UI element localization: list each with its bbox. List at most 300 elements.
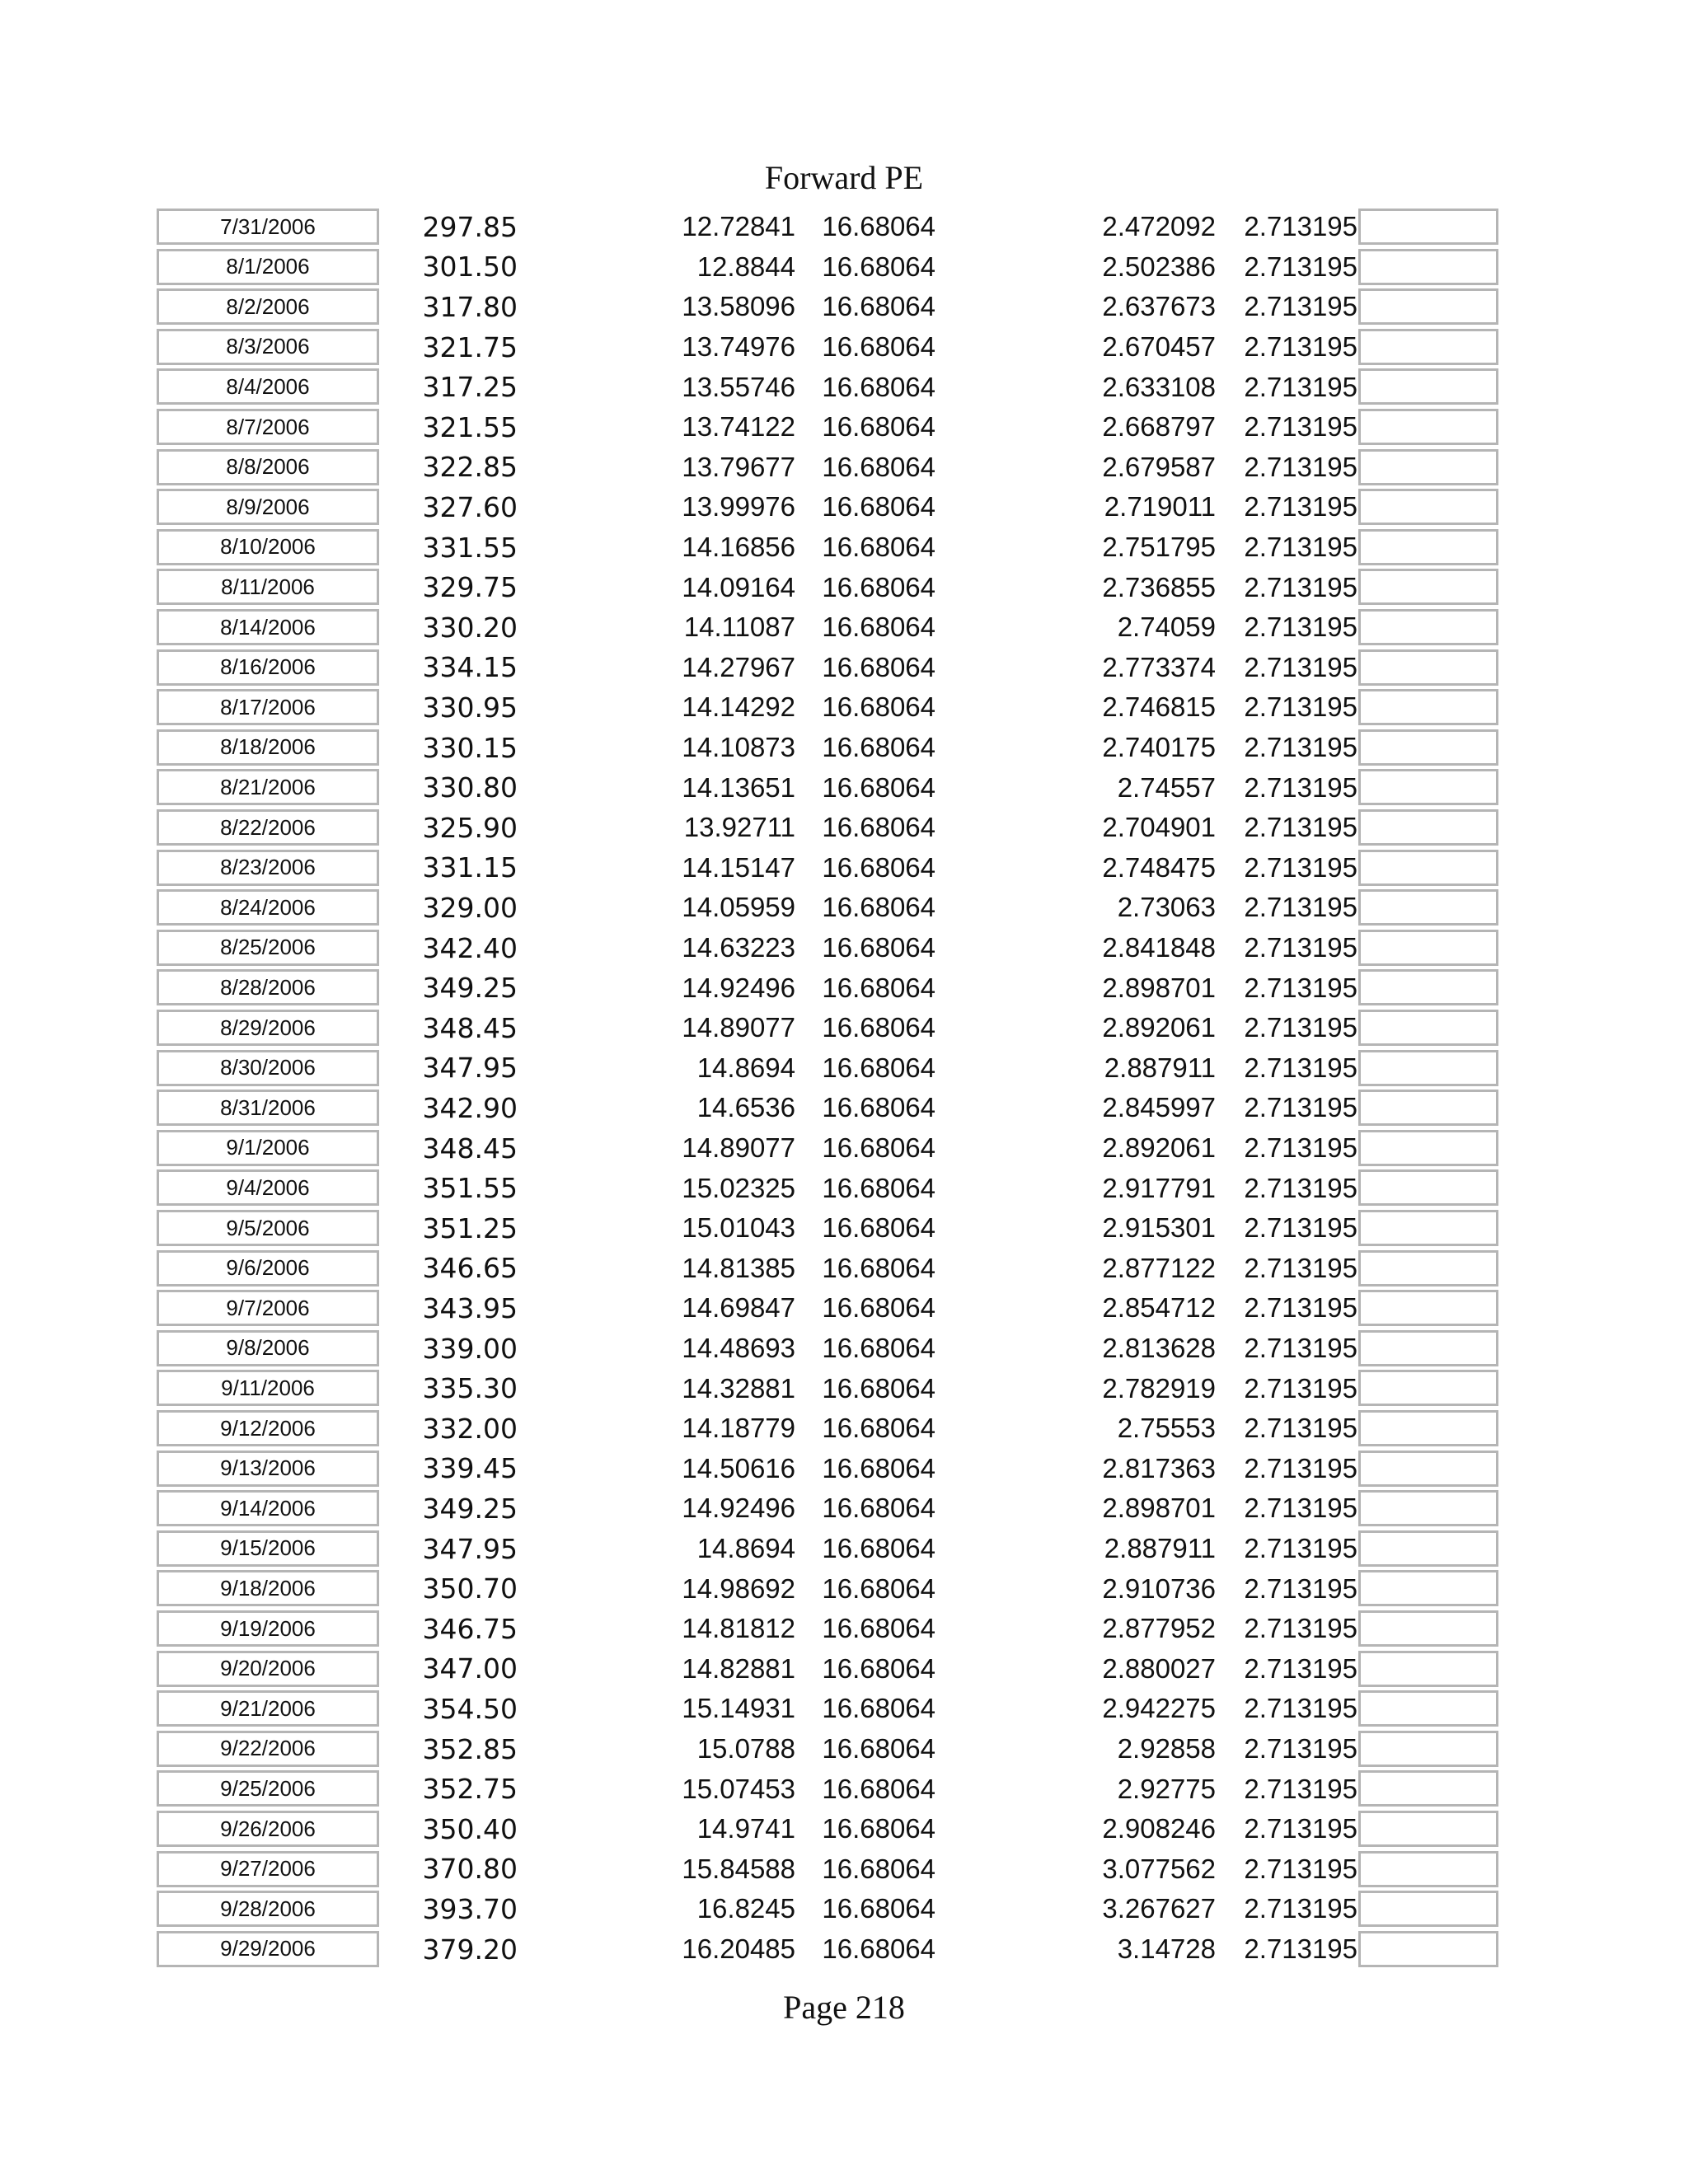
price-cell: 297.85 bbox=[422, 210, 518, 243]
price-cell: 327.60 bbox=[422, 490, 518, 523]
empty-cell bbox=[1358, 1330, 1498, 1366]
average-ratio-cell: 2.713195 bbox=[1244, 451, 1357, 482]
average-ratio-cell: 2.713195 bbox=[1244, 1012, 1357, 1043]
price-cell: 349.25 bbox=[422, 1492, 518, 1525]
average-ratio-cell: 2.713195 bbox=[1244, 1773, 1357, 1804]
empty-cell bbox=[1358, 1731, 1498, 1767]
average-ratio-cell: 2.713195 bbox=[1244, 251, 1357, 282]
table-row bbox=[0, 1368, 1688, 1408]
date-cell: 9/8/2006 bbox=[157, 1330, 379, 1366]
average-pe-cell: 16.68064 bbox=[822, 291, 935, 322]
ratio-cell: 2.887911 bbox=[1104, 1533, 1216, 1564]
forward-pe-cell: 14.8694 bbox=[696, 1533, 795, 1564]
price-cell: 330.95 bbox=[422, 691, 518, 724]
table-row bbox=[0, 527, 1688, 568]
empty-cell bbox=[1358, 1931, 1498, 1967]
price-cell: 301.50 bbox=[422, 251, 518, 284]
average-pe-cell: 16.68064 bbox=[822, 892, 935, 923]
average-ratio-cell: 2.713195 bbox=[1244, 1493, 1357, 1524]
table-row bbox=[0, 1689, 1688, 1729]
empty-cell bbox=[1358, 1290, 1498, 1326]
average-pe-cell: 16.68064 bbox=[822, 451, 935, 482]
ratio-cell: 2.817363 bbox=[1102, 1452, 1216, 1483]
empty-cell bbox=[1358, 1130, 1498, 1166]
date-cell: 9/29/2006 bbox=[157, 1931, 379, 1967]
empty-cell bbox=[1358, 1851, 1498, 1887]
average-ratio-cell: 2.713195 bbox=[1244, 1693, 1357, 1724]
ratio-cell: 2.679587 bbox=[1102, 451, 1216, 482]
empty-cell bbox=[1358, 1530, 1498, 1567]
forward-pe-cell: 14.89077 bbox=[682, 1012, 795, 1043]
price-cell: 346.75 bbox=[422, 1612, 518, 1645]
ratio-cell: 2.942275 bbox=[1102, 1693, 1216, 1724]
ratio-cell: 2.892061 bbox=[1102, 1132, 1216, 1164]
ratio-cell: 2.74557 bbox=[1117, 771, 1216, 803]
ratio-cell: 2.472092 bbox=[1102, 211, 1216, 242]
average-pe-cell: 16.68064 bbox=[822, 1652, 935, 1684]
forward-pe-cell: 13.58096 bbox=[682, 291, 795, 322]
price-cell: 350.40 bbox=[422, 1812, 518, 1845]
empty-cell bbox=[1358, 729, 1498, 766]
ratio-cell: 2.704901 bbox=[1102, 812, 1216, 843]
table-row bbox=[0, 1649, 1688, 1690]
price-cell: 330.80 bbox=[422, 771, 518, 804]
page-title: Forward PE bbox=[764, 159, 924, 196]
forward-pe-cell: 15.01043 bbox=[682, 1212, 795, 1244]
forward-pe-cell: 12.72841 bbox=[682, 211, 795, 242]
average-ratio-cell: 2.713195 bbox=[1244, 691, 1357, 723]
date-cell: 8/29/2006 bbox=[157, 1010, 379, 1046]
date-cell: 8/31/2006 bbox=[157, 1090, 379, 1126]
average-pe-cell: 16.68064 bbox=[822, 1572, 935, 1604]
date-cell: 9/22/2006 bbox=[157, 1731, 379, 1767]
ratio-cell: 2.746815 bbox=[1102, 691, 1216, 723]
date-cell: 9/6/2006 bbox=[157, 1250, 379, 1286]
average-ratio-cell: 2.713195 bbox=[1244, 1292, 1357, 1324]
date-cell: 8/10/2006 bbox=[157, 529, 379, 565]
forward-pe-cell: 13.55746 bbox=[682, 371, 795, 402]
average-ratio-cell: 2.713195 bbox=[1244, 812, 1357, 843]
date-cell: 8/3/2006 bbox=[157, 329, 379, 365]
table-row bbox=[0, 1208, 1688, 1249]
forward-pe-cell: 14.09164 bbox=[682, 571, 795, 602]
ratio-cell: 2.845997 bbox=[1102, 1092, 1216, 1123]
forward-pe-cell: 12.8844 bbox=[696, 251, 795, 282]
average-ratio-cell: 2.713195 bbox=[1244, 491, 1357, 523]
average-ratio-cell: 2.713195 bbox=[1244, 1613, 1357, 1644]
date-cell: 8/4/2006 bbox=[157, 368, 379, 405]
average-pe-cell: 16.68064 bbox=[822, 1693, 935, 1724]
ratio-cell: 3.267627 bbox=[1102, 1893, 1216, 1924]
table-row bbox=[0, 767, 1688, 808]
empty-cell bbox=[1358, 529, 1498, 565]
empty-cell bbox=[1358, 930, 1498, 966]
average-pe-cell: 16.68064 bbox=[822, 691, 935, 723]
empty-cell bbox=[1358, 1651, 1498, 1687]
average-ratio-cell: 2.713195 bbox=[1244, 211, 1357, 242]
ratio-cell: 2.782919 bbox=[1102, 1372, 1216, 1404]
ratio-cell: 2.637673 bbox=[1102, 291, 1216, 322]
average-pe-cell: 16.68064 bbox=[822, 812, 935, 843]
price-cell: 339.00 bbox=[422, 1332, 518, 1365]
forward-pe-cell: 14.10873 bbox=[682, 732, 795, 763]
forward-pe-cell: 14.89077 bbox=[682, 1132, 795, 1164]
price-cell: 331.55 bbox=[422, 531, 518, 564]
average-pe-cell: 16.68064 bbox=[822, 251, 935, 282]
empty-cell bbox=[1358, 1451, 1498, 1487]
table-row bbox=[0, 928, 1688, 968]
average-pe-cell: 16.68064 bbox=[822, 1893, 935, 1924]
table-row bbox=[0, 448, 1688, 488]
price-cell: 342.90 bbox=[422, 1091, 518, 1124]
average-ratio-cell: 2.713195 bbox=[1244, 1413, 1357, 1444]
price-cell: 322.85 bbox=[422, 451, 518, 484]
average-ratio-cell: 2.713195 bbox=[1244, 1452, 1357, 1483]
forward-pe-cell: 14.69847 bbox=[682, 1292, 795, 1324]
average-pe-cell: 16.68064 bbox=[822, 1252, 935, 1283]
ratio-cell: 2.751795 bbox=[1102, 532, 1216, 563]
price-cell: 317.25 bbox=[422, 371, 518, 404]
date-cell: 9/13/2006 bbox=[157, 1451, 379, 1487]
average-pe-cell: 16.68064 bbox=[822, 331, 935, 363]
average-ratio-cell: 2.713195 bbox=[1244, 1092, 1357, 1123]
empty-cell bbox=[1358, 809, 1498, 846]
average-ratio-cell: 2.713195 bbox=[1244, 651, 1357, 682]
table-row bbox=[0, 968, 1688, 1008]
date-cell: 8/14/2006 bbox=[157, 609, 379, 645]
table-row bbox=[0, 407, 1688, 448]
empty-cell bbox=[1358, 850, 1498, 886]
date-cell: 9/19/2006 bbox=[157, 1610, 379, 1647]
forward-pe-cell: 13.74122 bbox=[682, 411, 795, 443]
ratio-cell: 2.915301 bbox=[1102, 1212, 1216, 1244]
table-row bbox=[0, 1249, 1688, 1289]
ratio-cell: 2.748475 bbox=[1102, 851, 1216, 883]
average-ratio-cell: 2.713195 bbox=[1244, 1572, 1357, 1604]
forward-pe-cell: 14.98692 bbox=[682, 1572, 795, 1604]
average-pe-cell: 16.68064 bbox=[822, 491, 935, 523]
average-pe-cell: 16.68064 bbox=[822, 1493, 935, 1524]
average-pe-cell: 16.68064 bbox=[822, 771, 935, 803]
forward-pe-cell: 14.9741 bbox=[696, 1813, 795, 1844]
average-ratio-cell: 2.713195 bbox=[1244, 1132, 1357, 1164]
empty-cell bbox=[1358, 1811, 1498, 1847]
table-row bbox=[0, 1408, 1688, 1449]
average-pe-cell: 16.68064 bbox=[822, 1853, 935, 1884]
date-cell: 8/28/2006 bbox=[157, 969, 379, 1005]
ratio-cell: 2.502386 bbox=[1102, 251, 1216, 282]
forward-pe-cell: 14.81812 bbox=[682, 1613, 795, 1644]
table-row bbox=[0, 687, 1688, 728]
price-cell: 331.15 bbox=[422, 851, 518, 884]
average-pe-cell: 16.68064 bbox=[822, 211, 935, 242]
ratio-cell: 2.73063 bbox=[1117, 892, 1216, 923]
price-cell: 321.75 bbox=[422, 330, 518, 363]
price-cell: 346.65 bbox=[422, 1252, 518, 1285]
average-pe-cell: 16.68064 bbox=[822, 1292, 935, 1324]
empty-cell bbox=[1358, 1891, 1498, 1927]
table-row bbox=[0, 1889, 1688, 1929]
date-cell: 9/5/2006 bbox=[157, 1210, 379, 1246]
empty-cell bbox=[1358, 329, 1498, 365]
ratio-cell: 2.892061 bbox=[1102, 1012, 1216, 1043]
date-cell: 8/17/2006 bbox=[157, 689, 379, 725]
average-pe-cell: 16.68064 bbox=[822, 932, 935, 963]
average-ratio-cell: 2.713195 bbox=[1244, 411, 1357, 443]
date-cell: 8/18/2006 bbox=[157, 729, 379, 766]
forward-pe-cell: 14.92496 bbox=[682, 1493, 795, 1524]
empty-cell bbox=[1358, 209, 1498, 245]
table-row bbox=[0, 487, 1688, 527]
ratio-cell: 2.877122 bbox=[1102, 1252, 1216, 1283]
average-pe-cell: 16.68064 bbox=[822, 1933, 935, 1965]
average-pe-cell: 16.68064 bbox=[822, 1533, 935, 1564]
price-cell: 350.70 bbox=[422, 1572, 518, 1605]
price-cell: 330.20 bbox=[422, 611, 518, 644]
average-pe-cell: 16.68064 bbox=[822, 571, 935, 602]
table-row bbox=[0, 1288, 1688, 1329]
ratio-cell: 2.75553 bbox=[1117, 1413, 1216, 1444]
forward-pe-cell: 16.8245 bbox=[696, 1893, 795, 1924]
table-row bbox=[0, 327, 1688, 368]
empty-cell bbox=[1358, 1770, 1498, 1807]
table-row bbox=[0, 1568, 1688, 1609]
average-ratio-cell: 2.713195 bbox=[1244, 892, 1357, 923]
table-row bbox=[0, 1609, 1688, 1649]
table-row bbox=[0, 1729, 1688, 1769]
average-ratio-cell: 2.713195 bbox=[1244, 371, 1357, 402]
date-cell: 8/23/2006 bbox=[157, 850, 379, 886]
empty-cell bbox=[1358, 1210, 1498, 1246]
average-ratio-cell: 2.713195 bbox=[1244, 291, 1357, 322]
price-cell: 352.85 bbox=[422, 1732, 518, 1765]
table-row bbox=[0, 1849, 1688, 1890]
table-row bbox=[0, 207, 1688, 247]
ratio-cell: 2.74059 bbox=[1117, 612, 1216, 643]
forward-pe-cell: 14.18779 bbox=[682, 1413, 795, 1444]
empty-cell bbox=[1358, 449, 1498, 485]
empty-cell bbox=[1358, 1090, 1498, 1126]
average-pe-cell: 16.68064 bbox=[822, 732, 935, 763]
table-row bbox=[0, 648, 1688, 688]
empty-cell bbox=[1358, 1690, 1498, 1727]
date-cell: 9/25/2006 bbox=[157, 1770, 379, 1807]
forward-pe-cell: 14.50616 bbox=[682, 1452, 795, 1483]
date-cell: 9/20/2006 bbox=[157, 1651, 379, 1687]
date-cell: 9/12/2006 bbox=[157, 1410, 379, 1446]
average-pe-cell: 16.68064 bbox=[822, 371, 935, 402]
ratio-cell: 2.887911 bbox=[1104, 1052, 1216, 1083]
forward-pe-cell: 14.63223 bbox=[682, 932, 795, 963]
price-cell: 339.45 bbox=[422, 1452, 518, 1485]
empty-cell bbox=[1358, 1050, 1498, 1086]
ratio-cell: 2.813628 bbox=[1102, 1333, 1216, 1364]
table-row bbox=[0, 1168, 1688, 1208]
empty-cell bbox=[1358, 409, 1498, 445]
date-cell: 9/4/2006 bbox=[157, 1169, 379, 1206]
average-ratio-cell: 2.713195 bbox=[1244, 1733, 1357, 1765]
ratio-cell: 2.898701 bbox=[1102, 972, 1216, 1003]
date-cell: 8/9/2006 bbox=[157, 489, 379, 525]
date-cell: 9/1/2006 bbox=[157, 1130, 379, 1166]
price-cell: 329.00 bbox=[422, 891, 518, 924]
price-cell: 343.95 bbox=[422, 1291, 518, 1324]
price-cell: 317.80 bbox=[422, 290, 518, 323]
table-row bbox=[0, 1929, 1688, 1970]
empty-cell bbox=[1358, 1570, 1498, 1606]
ratio-cell: 2.668797 bbox=[1102, 411, 1216, 443]
forward-pe-cell: 13.99976 bbox=[682, 491, 795, 523]
price-cell: 354.50 bbox=[422, 1692, 518, 1725]
price-cell: 351.25 bbox=[422, 1212, 518, 1244]
forward-pe-cell: 15.84588 bbox=[682, 1853, 795, 1884]
average-pe-cell: 16.68064 bbox=[822, 1172, 935, 1203]
price-cell: 347.95 bbox=[422, 1532, 518, 1565]
table-row bbox=[0, 1488, 1688, 1529]
empty-cell bbox=[1358, 569, 1498, 605]
average-pe-cell: 16.68064 bbox=[822, 1372, 935, 1404]
average-ratio-cell: 2.713195 bbox=[1244, 1252, 1357, 1283]
forward-pe-cell: 15.07453 bbox=[682, 1773, 795, 1804]
date-cell: 9/14/2006 bbox=[157, 1490, 379, 1526]
table-row bbox=[0, 247, 1688, 288]
table-row bbox=[0, 728, 1688, 768]
empty-cell bbox=[1358, 969, 1498, 1005]
empty-cell bbox=[1358, 609, 1498, 645]
table-row bbox=[0, 1329, 1688, 1369]
average-ratio-cell: 2.713195 bbox=[1244, 1933, 1357, 1965]
ratio-cell: 2.898701 bbox=[1102, 1493, 1216, 1524]
forward-pe-cell: 14.16856 bbox=[682, 532, 795, 563]
price-cell: 348.45 bbox=[422, 1132, 518, 1165]
average-ratio-cell: 2.713195 bbox=[1244, 1333, 1357, 1364]
price-cell: 330.15 bbox=[422, 731, 518, 764]
average-pe-cell: 16.68064 bbox=[822, 651, 935, 682]
empty-cell bbox=[1358, 368, 1498, 405]
table-row bbox=[0, 567, 1688, 607]
forward-pe-cell: 15.14931 bbox=[682, 1693, 795, 1724]
empty-cell bbox=[1358, 288, 1498, 325]
forward-pe-cell: 14.11087 bbox=[683, 612, 795, 643]
average-ratio-cell: 2.713195 bbox=[1244, 1533, 1357, 1564]
empty-cell bbox=[1358, 249, 1498, 285]
average-ratio-cell: 2.713195 bbox=[1244, 532, 1357, 563]
ratio-cell: 2.877952 bbox=[1102, 1613, 1216, 1644]
ratio-cell: 2.910736 bbox=[1102, 1572, 1216, 1604]
date-cell: 8/25/2006 bbox=[157, 930, 379, 966]
empty-cell bbox=[1358, 1490, 1498, 1526]
empty-cell bbox=[1358, 1250, 1498, 1286]
table-row bbox=[0, 1529, 1688, 1569]
price-cell: 334.15 bbox=[422, 651, 518, 684]
average-ratio-cell: 2.713195 bbox=[1244, 612, 1357, 643]
table-row bbox=[0, 888, 1688, 928]
forward-pe-cell: 14.32881 bbox=[682, 1372, 795, 1404]
price-cell: 351.55 bbox=[422, 1172, 518, 1205]
ratio-cell: 2.880027 bbox=[1102, 1652, 1216, 1684]
average-pe-cell: 16.68064 bbox=[822, 532, 935, 563]
empty-cell bbox=[1358, 889, 1498, 926]
average-pe-cell: 16.68064 bbox=[822, 411, 935, 443]
average-pe-cell: 16.68064 bbox=[822, 1452, 935, 1483]
date-cell: 9/15/2006 bbox=[157, 1530, 379, 1567]
average-pe-cell: 16.68064 bbox=[822, 612, 935, 643]
forward-pe-cell: 16.20485 bbox=[682, 1933, 795, 1965]
date-cell: 8/24/2006 bbox=[157, 889, 379, 926]
average-ratio-cell: 2.713195 bbox=[1244, 771, 1357, 803]
table-row bbox=[0, 1008, 1688, 1048]
table-row bbox=[0, 367, 1688, 407]
ratio-cell: 3.077562 bbox=[1102, 1853, 1216, 1884]
date-cell: 8/1/2006 bbox=[157, 249, 379, 285]
price-cell: 347.95 bbox=[422, 1052, 518, 1085]
table-row bbox=[0, 1449, 1688, 1489]
forward-pe-cell: 14.48693 bbox=[682, 1333, 795, 1364]
table-row bbox=[0, 1128, 1688, 1169]
average-ratio-cell: 2.713195 bbox=[1244, 732, 1357, 763]
forward-pe-cell: 14.14292 bbox=[682, 691, 795, 723]
average-ratio-cell: 2.713195 bbox=[1244, 932, 1357, 963]
average-pe-cell: 16.68064 bbox=[822, 1052, 935, 1083]
empty-cell bbox=[1358, 1010, 1498, 1046]
forward-pe-cell: 13.92711 bbox=[683, 812, 795, 843]
average-pe-cell: 16.68064 bbox=[822, 1413, 935, 1444]
empty-cell bbox=[1358, 1169, 1498, 1206]
average-ratio-cell: 2.713195 bbox=[1244, 851, 1357, 883]
average-pe-cell: 16.68064 bbox=[822, 1813, 935, 1844]
empty-cell bbox=[1358, 769, 1498, 805]
forward-pe-cell: 15.02325 bbox=[682, 1172, 795, 1203]
table-row bbox=[0, 607, 1688, 648]
forward-pe-cell: 14.82881 bbox=[682, 1652, 795, 1684]
date-cell: 7/31/2006 bbox=[157, 209, 379, 245]
average-pe-cell: 16.68064 bbox=[822, 1613, 935, 1644]
forward-pe-cell: 14.15147 bbox=[682, 851, 795, 883]
date-cell: 9/27/2006 bbox=[157, 1851, 379, 1887]
forward-pe-cell: 13.74976 bbox=[682, 331, 795, 363]
price-cell: 335.30 bbox=[422, 1372, 518, 1405]
table-row bbox=[0, 1809, 1688, 1849]
forward-pe-cell: 13.79677 bbox=[682, 451, 795, 482]
price-cell: 349.25 bbox=[422, 972, 518, 1005]
forward-pe-cell: 14.05959 bbox=[682, 892, 795, 923]
date-cell: 9/21/2006 bbox=[157, 1690, 379, 1727]
date-cell: 9/11/2006 bbox=[157, 1370, 379, 1406]
average-ratio-cell: 2.713195 bbox=[1244, 1172, 1357, 1203]
empty-cell bbox=[1358, 1370, 1498, 1406]
ratio-cell: 2.719011 bbox=[1104, 491, 1216, 523]
empty-cell bbox=[1358, 1410, 1498, 1446]
forward-pe-cell: 14.6536 bbox=[696, 1092, 795, 1123]
forward-pe-cell: 14.92496 bbox=[682, 972, 795, 1003]
average-pe-cell: 16.68064 bbox=[822, 1333, 935, 1364]
forward-pe-cell: 14.13651 bbox=[682, 771, 795, 803]
table-row bbox=[0, 848, 1688, 888]
page-number: Page 218 bbox=[783, 1989, 905, 2026]
date-cell: 8/8/2006 bbox=[157, 449, 379, 485]
date-cell: 9/28/2006 bbox=[157, 1891, 379, 1927]
average-pe-cell: 16.68064 bbox=[822, 1012, 935, 1043]
date-cell: 8/21/2006 bbox=[157, 769, 379, 805]
price-cell: 332.00 bbox=[422, 1412, 518, 1445]
table-row bbox=[0, 808, 1688, 848]
price-cell: 329.75 bbox=[422, 571, 518, 604]
average-ratio-cell: 2.713195 bbox=[1244, 972, 1357, 1003]
average-pe-cell: 16.68064 bbox=[822, 851, 935, 883]
ratio-cell: 2.633108 bbox=[1102, 371, 1216, 402]
price-cell: 370.80 bbox=[422, 1853, 518, 1886]
date-cell: 8/7/2006 bbox=[157, 409, 379, 445]
